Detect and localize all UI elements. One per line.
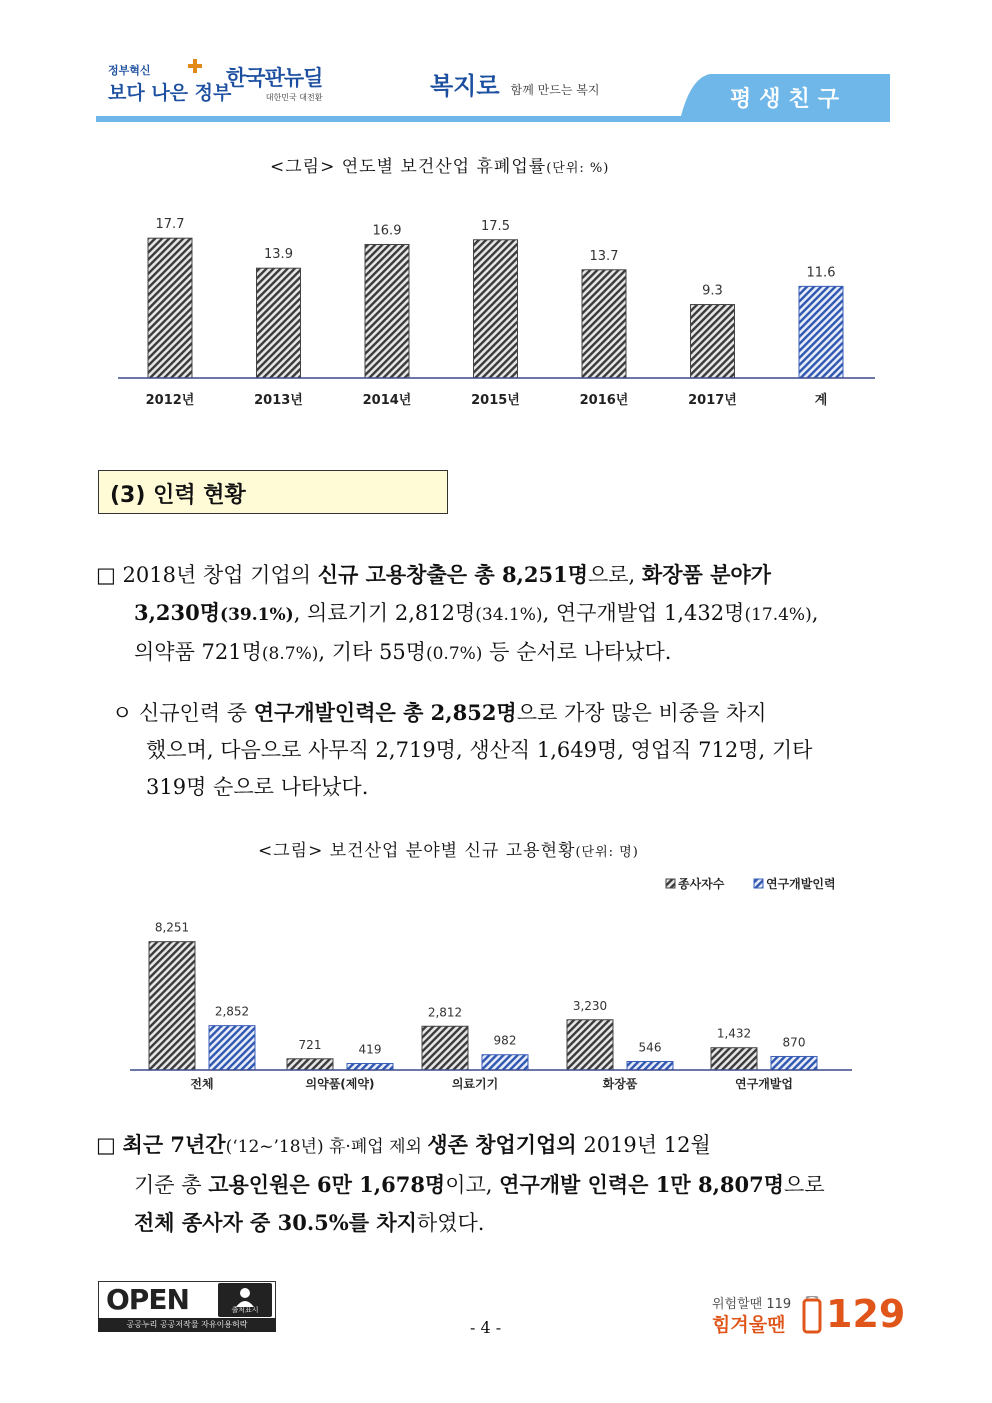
paragraph-new-hires xyxy=(96,556,896,673)
paragraph-rnd-hires xyxy=(112,694,896,806)
tick-label: 2012년 xyxy=(145,393,195,408)
tick-label: 계 xyxy=(814,393,828,408)
text: (‘12~’18년) 휴·폐업 제외 xyxy=(225,1137,428,1157)
circle-bullet: ㅇ xyxy=(112,701,133,725)
emph: 고용인원은 6만 1,678명 xyxy=(208,1172,446,1197)
text: 2019년 12월 xyxy=(576,1133,711,1157)
emph: 연구개발인력은 총 2,852명 xyxy=(253,700,517,725)
data-label: 870 xyxy=(782,1035,806,1050)
emph: 화장품 분야가 xyxy=(641,562,771,587)
text: , 연구개발업 1,432명 xyxy=(542,601,745,625)
gov-logo-small: 정부혁신 xyxy=(108,64,151,77)
phone-icon xyxy=(800,1296,824,1340)
data-label: 17.5 xyxy=(481,218,510,234)
bar-종사자수-의료기기 xyxy=(422,1026,468,1070)
figure1-caption-wrap xyxy=(270,152,609,177)
figure1-caption: <그림> 연도별 보건산업 휴폐업률 xyxy=(270,157,547,177)
bar-종사자수-의약품(제약) xyxy=(287,1059,333,1070)
figure2-caption: <그림> 보건산업 분야별 신규 고용현황 xyxy=(258,841,576,861)
bar-2016년 xyxy=(582,270,626,378)
text: 으로 xyxy=(784,1173,825,1197)
data-label: 1,432 xyxy=(716,1026,752,1041)
data-label: 982 xyxy=(493,1033,517,1048)
header-rule xyxy=(96,116,890,122)
text: 319명 순으로 나타났다. xyxy=(146,775,369,799)
hotline-small: 위험할땐 119 xyxy=(712,1297,792,1312)
newdeal-logo-text: 한국판뉴딜 xyxy=(226,66,323,90)
legend-swatch xyxy=(666,879,675,888)
bar-2015년 xyxy=(474,240,518,378)
tick-label: 전체 xyxy=(190,1077,214,1091)
text: , xyxy=(811,601,819,625)
bar-2014년 xyxy=(365,244,409,378)
emph: 3,230명 xyxy=(134,600,221,625)
bar-연구개발인력-화장품 xyxy=(627,1062,673,1070)
text: (17.4%) xyxy=(744,605,812,625)
text: 으로 가장 많은 비중을 차지 xyxy=(516,701,767,725)
text: 이고, xyxy=(445,1173,500,1197)
bar-계 xyxy=(799,286,843,378)
tick-label: 2013년 xyxy=(254,393,303,408)
attribution-badge-label: 출처표시 xyxy=(231,1306,259,1314)
bar-2013년 xyxy=(257,268,301,378)
figure1-unit: (단위: %) xyxy=(546,161,610,176)
gov-logo-big: 보다 나은 정부 xyxy=(108,82,232,104)
plus-icon xyxy=(188,58,202,72)
emph: 전체 종사자 중 30.5%를 차지 xyxy=(134,1210,417,1235)
tick-label: 의료기기 xyxy=(451,1077,499,1091)
bar-연구개발인력-의료기기 xyxy=(482,1055,528,1070)
bokjiro-tagline: 함께 만드는 복지 xyxy=(510,83,600,97)
text: 의약품 721명 xyxy=(134,640,262,664)
data-label: 11.6 xyxy=(806,265,836,281)
square-bullet: □ xyxy=(96,563,116,587)
chart-new-employment xyxy=(100,870,890,1100)
bar-연구개발인력-연구개발업 xyxy=(771,1056,817,1070)
data-label: 9.3 xyxy=(702,283,723,299)
text: , 기타 55명 xyxy=(318,640,426,664)
text: (0.7%) xyxy=(425,644,483,664)
data-label: 17.7 xyxy=(155,217,185,233)
hotline-number: 129 xyxy=(826,1292,906,1336)
hotline-big: 힘겨울땐 xyxy=(712,1314,786,1336)
data-label: 3,230 xyxy=(572,998,608,1013)
tick-label: 2017년 xyxy=(688,393,737,408)
emph: 생존 창업기업의 xyxy=(427,1132,577,1157)
bar-2012년 xyxy=(148,238,192,378)
text: 했으며, 다음으로 사무직 2,719명, 생산직 1,649명, 영업직 712명, 기타 xyxy=(146,738,813,762)
data-label: 8,251 xyxy=(154,920,190,935)
bokjiro-logo-text: 복지로 xyxy=(430,72,500,100)
tick-label: 화장품 xyxy=(602,1077,638,1091)
chart-closure-rate xyxy=(100,200,890,420)
bar-종사자수-연구개발업 xyxy=(711,1048,757,1070)
figure2-caption-wrap xyxy=(258,836,639,861)
text: 등 순서로 나타났다. xyxy=(482,640,672,664)
data-label: 2,852 xyxy=(214,1004,250,1019)
data-label: 721 xyxy=(298,1037,322,1052)
text: 하였다. xyxy=(416,1211,485,1235)
square-bullet: □ xyxy=(96,1133,116,1157)
legend-label: 종사자수 xyxy=(678,877,725,891)
tick-label: 의약품(제약) xyxy=(305,1077,375,1091)
text: (8.7%) xyxy=(261,644,319,664)
text: 신규인력 중 xyxy=(138,701,254,725)
text: 기준 총 xyxy=(134,1173,209,1197)
emph: 신규 고용창출은 총 8,251명 xyxy=(317,562,588,587)
data-label: 2,812 xyxy=(427,1005,463,1020)
text: , 의료기기 2,812명 xyxy=(293,601,476,625)
legend-swatch xyxy=(754,879,763,888)
bar-연구개발인력-전체 xyxy=(209,1026,255,1070)
open-logo-text: OPEN xyxy=(106,1283,189,1316)
banner-title: 평생친구 xyxy=(730,87,848,112)
bar-종사자수-전체 xyxy=(149,942,195,1070)
page-number: - 4 - xyxy=(470,1318,502,1337)
emph: 연구개발 인력은 1만 8,807명 xyxy=(499,1172,785,1197)
data-label: 419 xyxy=(358,1042,382,1057)
bokjiro-logo xyxy=(430,66,599,101)
bar-종사자수-화장품 xyxy=(567,1020,613,1070)
emph: 최근 7년간 xyxy=(122,1132,226,1157)
data-label: 13.7 xyxy=(589,248,619,264)
emph: (39.1%) xyxy=(220,605,294,625)
section-title: (3) 인력 현황 xyxy=(110,483,246,508)
newdeal-logo-sub: 대한민국 대전환 xyxy=(265,93,323,102)
text: 으로, xyxy=(587,563,642,587)
data-label: 16.9 xyxy=(372,223,402,239)
text: (34.1%) xyxy=(475,605,543,625)
newdeal-logo xyxy=(226,62,322,103)
paragraph-surviving-firms xyxy=(96,1126,896,1242)
bar-연구개발인력-의약품(제약) xyxy=(347,1063,393,1070)
data-label: 546 xyxy=(638,1040,662,1055)
open-license-sub: 공공누리 공공저작물 자유이용허락 xyxy=(98,1318,276,1332)
gov-innovation-logo xyxy=(108,62,231,105)
figure2-unit: (단위: 명) xyxy=(575,845,639,860)
tick-label: 2015년 xyxy=(471,393,520,408)
legend-label: 연구개발인력 xyxy=(766,877,836,891)
data-label: 13.9 xyxy=(264,247,293,263)
tick-label: 연구개발업 xyxy=(735,1077,793,1091)
bar-2017년 xyxy=(691,305,735,378)
text: 2018년 창업 기업의 xyxy=(122,563,318,587)
tick-label: 2016년 xyxy=(579,393,629,408)
tick-label: 2014년 xyxy=(362,393,412,408)
